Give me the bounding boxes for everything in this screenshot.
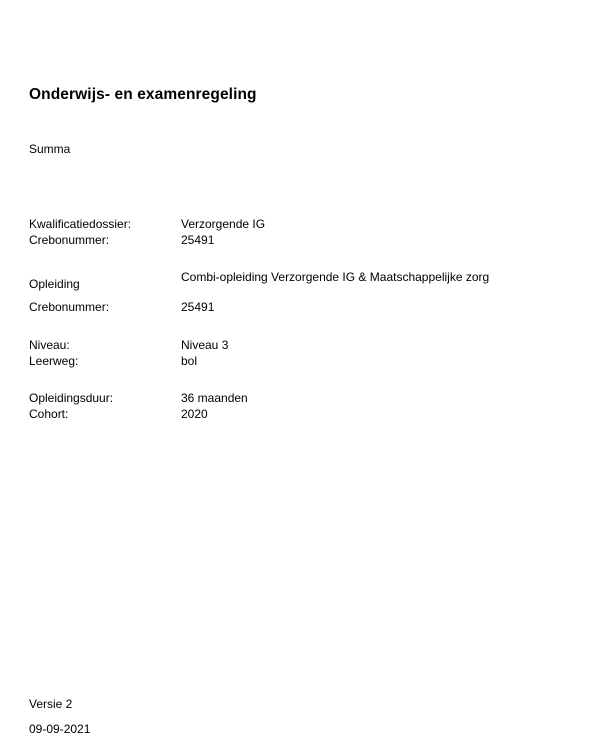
footer-version: Versie 2 [29, 697, 73, 711]
field-label: Opleidingsduur: [29, 391, 114, 405]
field-label: Cohort: [29, 407, 69, 421]
field-value: Combi-opleiding Verzorgende IG & Maatschappelijke zorg [181, 270, 490, 284]
field-label: Niveau: [29, 338, 70, 352]
footer-date: 09-09-2021 [29, 722, 91, 736]
document-title: Onderwijs- en examenregeling [29, 86, 257, 103]
field-label: Leerweg: [29, 354, 79, 368]
field-label: Crebonummer: [29, 233, 110, 247]
field-value: 25491 [181, 300, 215, 314]
organization-name: Summa [29, 142, 71, 156]
field-value: 36 maanden [181, 391, 248, 405]
field-value: Niveau 3 [181, 338, 229, 352]
field-label: Kwalificatiedossier: [29, 217, 132, 231]
field-value: 25491 [181, 233, 215, 247]
field-value: 2020 [181, 407, 208, 421]
field-label: Crebonummer: [29, 300, 110, 314]
field-label: Opleiding [29, 277, 80, 291]
field-value: Verzorgende IG [181, 217, 266, 231]
field-value: bol [181, 354, 198, 368]
